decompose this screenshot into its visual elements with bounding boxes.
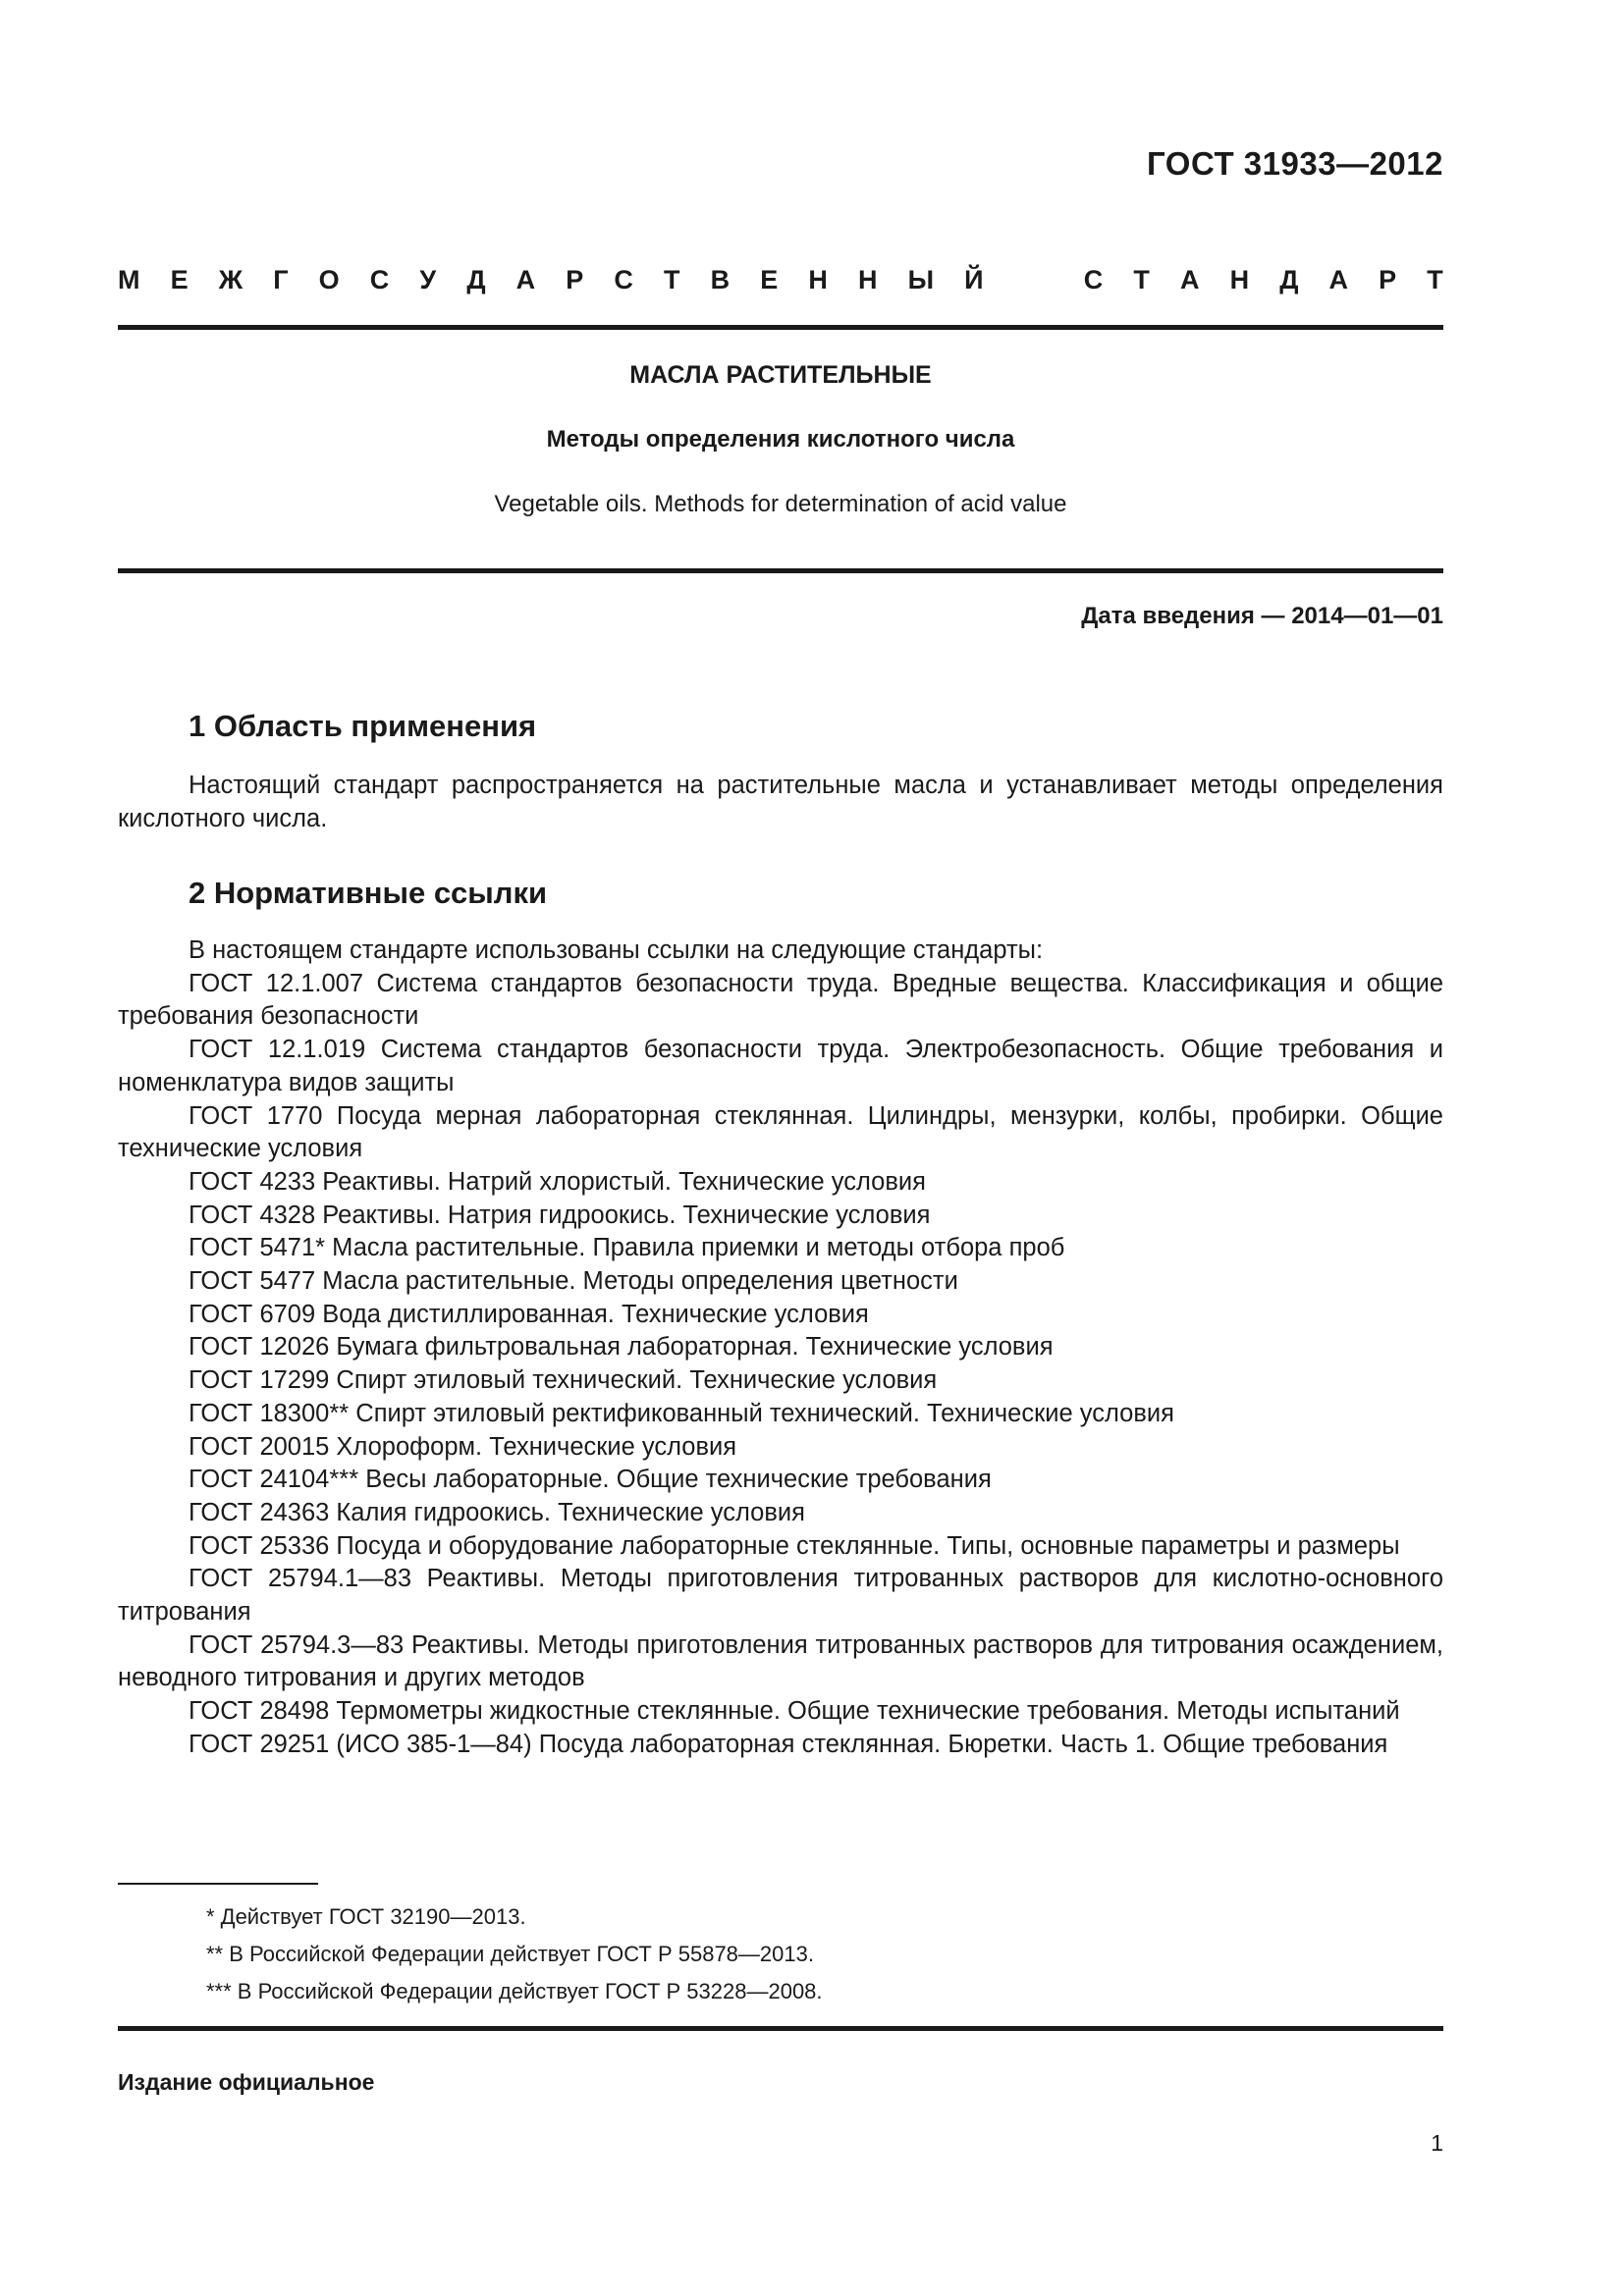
footnote-item: * Действует ГОСТ 32190—2013.	[206, 1904, 526, 1929]
section-1-paragraph: Настоящий стандарт распространяется на растительные масла и устанавливает методы определения кислотного числа.	[118, 772, 1443, 832]
introduction-date: Дата введения — 2014—01—01	[1081, 603, 1443, 629]
section-2-heading: 2 Нормативные ссылки	[189, 876, 548, 910]
banner-word-gap	[1014, 265, 1054, 295]
section-1-heading: 1 Область применения	[189, 709, 537, 743]
banner-letter: А	[515, 265, 536, 294]
banner-letter: О	[318, 265, 340, 294]
reference-item: ГОСТ 5477 Масла растительные. Методы определения цветности	[189, 1267, 958, 1296]
reference-item: ГОСТ 5471* Масла растительные. Правила приемки и методы отбора проб	[189, 1234, 1065, 1262]
banner-letter: Р	[566, 265, 584, 294]
banner-letter: А	[1328, 265, 1349, 294]
document-subtitle: Методы определения кислотного числа	[546, 426, 1015, 453]
reference-item: ГОСТ 12026 Бумага фильтровальная лабораторная. Технические условия	[189, 1333, 1054, 1362]
reference-item: ГОСТ 4233 Реактивы. Натрий хлористый. Технические условия	[189, 1167, 926, 1196]
interstate-standard-banner	[118, 265, 1443, 295]
reference-item: ГОСТ 29251 (ИСО 385-1—84) Посуда лабораторная стеклянная. Бюретки. Часть 1. Общие требования	[189, 1730, 1388, 1758]
footnote-divider	[118, 1883, 318, 1885]
footnote-item: *** В Российской Федерации действует ГОСТ Р 53228—2008.	[206, 1979, 823, 2003]
reference-item: ГОСТ 24104*** Весы лабораторные. Общие технические требования	[189, 1466, 992, 1494]
footnote-item: ** В Российской Федерации действует ГОСТ Р 55878—2013.	[206, 1942, 814, 1966]
reference-item: ГОСТ 18300** Спирт этиловый ректификованный технический. Технические условия	[189, 1399, 1174, 1427]
reference-item: ГОСТ 25794.1—83 Реактивы. Методы приготовления титрованных растворов для кислотно-основного титрования	[118, 1565, 1443, 1627]
banner-letter: Н	[808, 265, 828, 294]
banner-letter: С	[369, 265, 390, 294]
document-number: ГОСТ 31933—2012	[1147, 145, 1443, 182]
header-divider	[118, 325, 1443, 330]
banner-letter: Р	[1379, 265, 1397, 294]
references-intro: В настоящем стандарте использованы ссылки на следующие стандарты:	[189, 936, 1044, 964]
page-number: 1	[1431, 2130, 1443, 2156]
banner-letter: Е	[760, 265, 779, 294]
banner-letter: Ж	[218, 265, 244, 294]
banner-letter: М	[118, 265, 140, 294]
banner-letter: Н	[857, 265, 878, 294]
document-title: МАСЛА РАСТИТЕЛЬНЫЕ	[629, 361, 932, 389]
banner-letter: Т	[1133, 265, 1150, 294]
normative-references-list	[118, 934, 1443, 1762]
title-divider	[118, 568, 1443, 573]
banner-letter: В	[710, 265, 731, 294]
section-1-text	[118, 770, 1443, 835]
official-edition-label: Издание официальное	[118, 2069, 375, 2095]
reference-item: ГОСТ 20015 Хлороформ. Технические условия	[189, 1432, 737, 1461]
banner-letter: Д	[466, 265, 486, 294]
reference-item: ГОСТ 1770 Посуда мерная лабораторная стеклянная. Цилиндры, мензурки, колбы, пробирки. Общие технические условия	[118, 1101, 1443, 1163]
reference-item: ГОСТ 25336 Посуда и оборудование лабораторные стеклянные. Типы, основные параметры и размеры	[189, 1531, 1400, 1560]
reference-item: ГОСТ 24363 Калия гидроокись. Технические условия	[189, 1498, 805, 1526]
reference-item: ГОСТ 6709 Вода дистиллированная. Технические условия	[189, 1300, 869, 1328]
reference-item: ГОСТ 25794.3—83 Реактивы. Методы приготовления титрованных растворов для титрования осаждением, неводного титрования и других методов	[118, 1630, 1443, 1692]
banner-letter: Ы	[907, 265, 935, 294]
banner-letter: С	[614, 265, 633, 294]
footer-divider	[118, 2026, 1443, 2031]
reference-item: ГОСТ 4328 Реактивы. Натрия гидроокись. Технические условия	[189, 1201, 931, 1229]
banner-letter: Н	[1229, 265, 1250, 294]
reference-item: ГОСТ 17299 Спирт этиловый технический. Технические условия	[189, 1366, 938, 1395]
banner-letter: Й	[964, 265, 984, 294]
banner-letter: Е	[170, 265, 189, 294]
reference-item: ГОСТ 28498 Термометры жидкостные стеклянные. Общие технические требования. Методы испытаний	[189, 1697, 1400, 1726]
reference-item: ГОСТ 12.1.019 Система стандартов безопасности труда. Электробезопасность. Общие требования и номенклатура видов защиты	[118, 1036, 1443, 1096]
footnotes	[206, 1898, 823, 2010]
banner-letter: А	[1179, 265, 1200, 294]
document-english-title: Vegetable oils. Methods for determination of acid value	[494, 491, 1067, 517]
banner-letter: Т	[1427, 265, 1443, 294]
reference-item: ГОСТ 12.1.007 Система стандартов безопасности труда. Вредные вещества. Классификация и общие требования безопасности	[118, 969, 1443, 1031]
banner-letter: Т	[664, 265, 680, 294]
banner-letter: Д	[1279, 265, 1299, 294]
banner-letter: С	[1083, 265, 1104, 294]
banner-letter: Г	[273, 265, 289, 294]
banner-letter: У	[419, 265, 437, 294]
document-page	[118, 0, 1443, 2296]
